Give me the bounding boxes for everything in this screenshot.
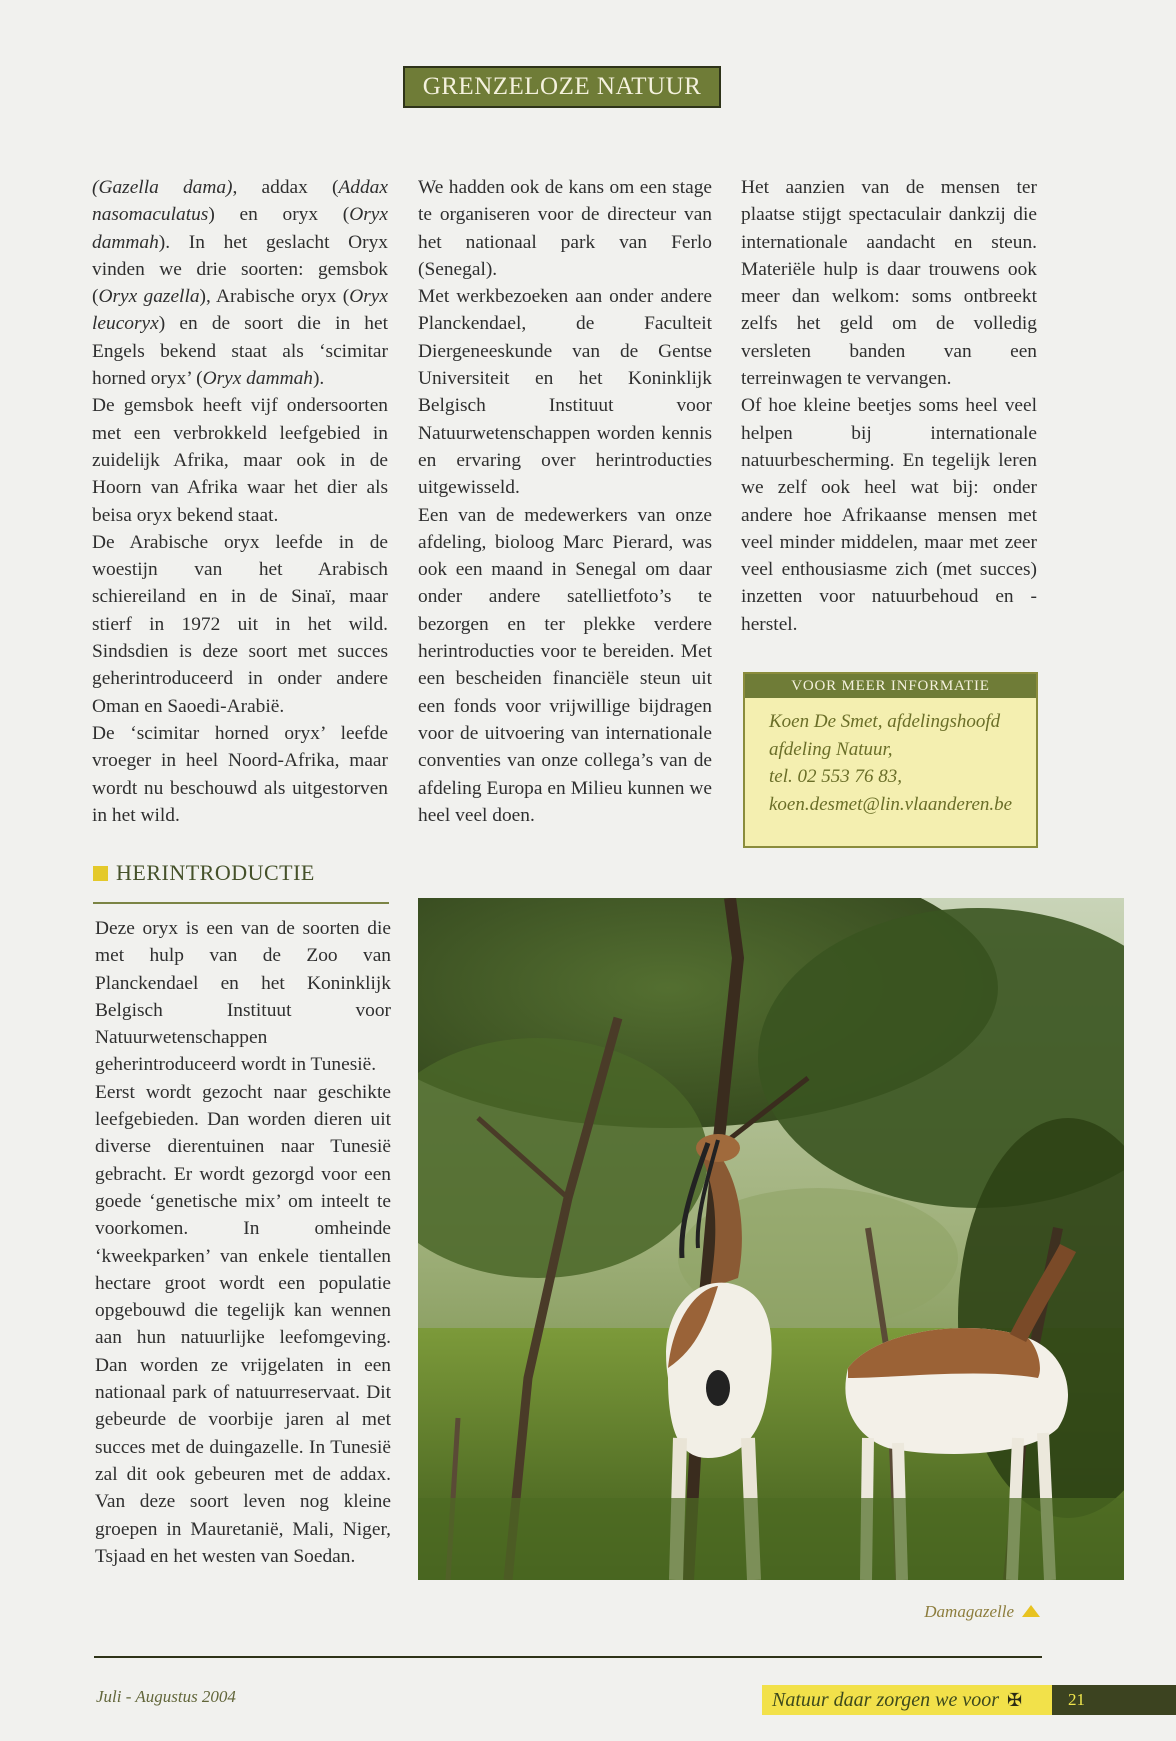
info-box-body (745, 698, 1036, 818)
paragraph: Met werkbezoeken aan onder andere Planckendael, de Faculteit Diergeneeskunde van de Gentse Universiteit en het Koninklijk Belgisch Instituut voor Natuurwetenschappen worden kennis en ervaring over herintroducties uitgewisseld. (418, 286, 712, 499)
paragraph: Deze oryx is een van de soorten die met hulp van de Zoo van Planckendael en het Koninklijk Belgisch Instituut voor Natuurwetenschappen geherintroduceerd wordt in Tunesië. (95, 918, 391, 1076)
slogan-text: Natuur daar zorgen we voor (772, 1689, 1000, 1711)
paragraph: Het aanzien van de mensen ter plaatse stijgt spectaculair dankzij die internationale aandacht en steun. Materiële hulp is daar trouwens ook meer dan welkom: soms ontbreekt zelfs het geld om de volledig versleten banden van een terreinwagen te vervangen. (741, 177, 1037, 390)
paragraph: De gemsbok heeft vijf ondersoorten met een verbrokkeld leefgebied in zuidelijk Afrika, maar ook in de Hoorn van Afrika waar het dier als beisa oryx bekend staat. (92, 395, 388, 526)
heading-text: HERINTRODUCTIE (116, 860, 315, 885)
section-tag: GRENZELOZE NATUUR (403, 66, 721, 108)
photo-caption (880, 1602, 1040, 1622)
section-heading (93, 860, 389, 904)
contact-phone: tel. 02 553 76 83, (769, 766, 902, 787)
square-bullet-icon (93, 866, 108, 881)
triangle-icon (1022, 1605, 1040, 1617)
contact-email[interactable]: koen.desmet@lin.vlaanderen.be (769, 793, 1013, 815)
paragraph: De ‘scimitar horned oryx’ leefde vroeger in heel Noord-Afrika, maar wordt nu beschouwd als uitgestorven in het wild. (92, 722, 388, 826)
paragraph: (Gazella dama), addax (Addax nasomaculatus) en oryx (Oryx dammah). In het geslacht Oryx vinden we drie soorten: gemsbok (Oryx gazella), Arabische oryx (Oryx leucoryx) en de soort die in het Engels bekend staat als ‘scimitar horned oryx’ (Oryx dammah). (92, 177, 388, 390)
caption-text: Damagazelle (924, 1602, 1014, 1621)
column-2 (418, 174, 712, 829)
contact-name: Koen De Smet, afdelingshoofd (769, 711, 1001, 732)
info-box-title: VOOR MEER INFORMATIE (745, 674, 1036, 698)
paragraph: Eerst wordt gezocht naar geschikte leefgebieden. Dan worden dieren uit diverse dierentuinen naar Tunesië gebracht. Er wordt gezorgd voor een goede ‘genetische mix’ om inteelt te voorkomen. In omheinde ‘kweekparken’ van enkele tientallen hectare groot wordt een populatie opgebouwd die tegelijk kan wennen aan hun natuurlijke leefomgeving. Dan worden ze vrijgelaten in een nationaal park of natuurreservaat. Dit gebeurde de voorbije jaren al met succes met de duingazelle. In Tunesië zal dit ook gebeuren met de addax. Van deze soort leven nog kleine groepen in Mauretanië, Mali, Niger, Tsjaad en het westen van Soedan. (95, 1081, 391, 1567)
column-1 (92, 174, 388, 829)
column-4 (95, 915, 391, 1570)
gazelle-photo (418, 898, 1124, 1580)
column-3 (741, 174, 1037, 638)
paragraph: De Arabische oryx leefde in de woestijn van het Arabisch schiereiland en in de Sinaï, maar stierf in 1972 uit in het wild. Sindsdien is deze soort met succes geherintroduceerd in onder andere Oman en Saoedi-Arabië. (92, 531, 388, 717)
lion-icon: ✠ (1007, 1690, 1023, 1710)
page-number: 21 (1052, 1685, 1176, 1715)
footer-slogan (762, 1685, 1052, 1715)
footer-date: Juli - Augustus 2004 (96, 1687, 236, 1706)
info-box (743, 672, 1038, 848)
paragraph: We hadden ook de kans om een stage te organiseren voor de directeur van het nationaal park van Ferlo (Senegal). (418, 177, 712, 280)
photo-illustration (418, 898, 1124, 1580)
paragraph: Of hoe kleine beetjes soms heel veel helpen bij internationale natuurbescherming. En tegelijk leren we zelf ook heel wat bij: onder andere hoe Afrikaanse mensen met veel minder middelen, maar met zeer veel enthousiasme zich (met succes) inzetten voor natuurbehoud en -herstel. (741, 395, 1037, 635)
contact-department: afdeling Natuur, (769, 738, 893, 760)
paragraph: Een van de medewerkers van onze afdeling, bioloog Marc Pierard, was ook een maand in Senegal om daar onder andere satellietfoto’s te bezorgen en ter plekke verdere herintroducties voor te bereiden. Met een bescheiden financiële steun uit een fonds voor vrijwillige bijdragen voor de uitvoering van internationale conventies van onze collega’s van de afdeling Europa en Milieu kunnen we heel veel doen. (418, 504, 712, 826)
footer-divider (94, 1656, 1042, 1658)
